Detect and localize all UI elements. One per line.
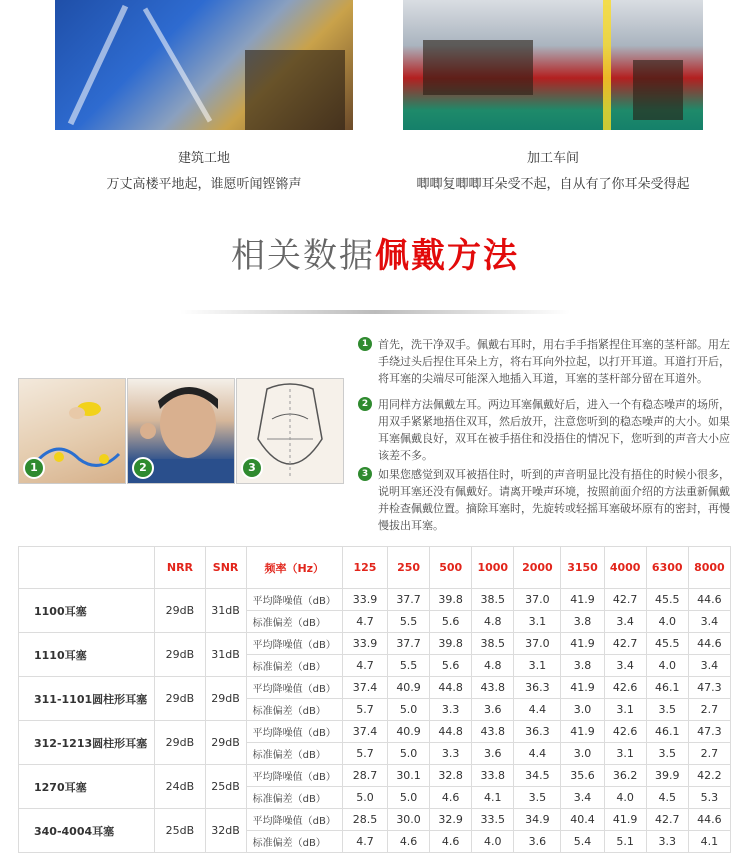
table-header-cell: 8000 — [688, 547, 730, 589]
table-header-cell: 1000 — [472, 547, 514, 589]
value-cell: 41.9 — [561, 589, 604, 611]
value-cell: 44.6 — [688, 633, 730, 655]
value-cell: 3.8 — [561, 655, 604, 677]
table-header-row — [19, 547, 731, 589]
workshop-photo — [403, 0, 703, 130]
worker-shape — [245, 50, 345, 130]
value-cell: 3.6 — [472, 699, 514, 721]
value-cell: 38.5 — [472, 589, 514, 611]
value-cell: 41.9 — [604, 809, 646, 831]
nrr-cell: 29dB — [155, 633, 205, 677]
step-photo-person — [127, 378, 235, 484]
value-cell: 5.5 — [388, 611, 430, 633]
step-text: 如果您感觉到双耳被捂住时，听到的声音明显比没有捂住的时候小很多，说明耳塞还没有佩戴好。请离开噪声环境，按照前面介绍的方法重新佩戴并检查佩戴位置。摘除耳塞时，先旋转或轻摇耳塞破坏原有的密封，再慢慢拔出耳塞。 — [378, 468, 730, 532]
value-cell: 30.0 — [388, 809, 430, 831]
value-cell: 3.4 — [604, 611, 646, 633]
value-cell: 3.3 — [430, 699, 472, 721]
value-cell: 4.1 — [472, 787, 514, 809]
table-header-cell: 频率（Hz） — [246, 547, 342, 589]
table-row — [19, 589, 731, 611]
value-cell: 5.4 — [561, 831, 604, 853]
step-item — [358, 336, 734, 387]
metric-label-cell: 平均降噪值（dB） — [246, 765, 342, 787]
value-cell: 39.8 — [430, 633, 472, 655]
step-badge: 1 — [23, 457, 45, 479]
value-cell: 28.5 — [342, 809, 387, 831]
metric-label-cell: 标准偏差（dB） — [246, 787, 342, 809]
value-cell: 5.0 — [342, 787, 387, 809]
attenuation-data-table — [18, 546, 731, 853]
table-header-cell: 2000 — [514, 547, 561, 589]
value-cell: 47.3 — [688, 721, 730, 743]
value-cell: 3.5 — [646, 699, 688, 721]
value-cell: 44.6 — [688, 589, 730, 611]
model-cell: 1110耳塞 — [19, 633, 155, 677]
value-cell: 32.9 — [430, 809, 472, 831]
metric-label-cell: 标准偏差（dB） — [246, 831, 342, 853]
value-cell: 3.4 — [688, 655, 730, 677]
metric-label-cell: 平均降噪值（dB） — [246, 589, 342, 611]
model-cell: 311-1101圆柱形耳塞 — [19, 677, 155, 721]
model-cell: 312-1213圆柱形耳塞 — [19, 721, 155, 765]
value-cell: 46.1 — [646, 721, 688, 743]
value-cell: 46.1 — [646, 677, 688, 699]
value-cell: 42.2 — [688, 765, 730, 787]
table-body — [19, 589, 731, 853]
value-cell: 5.1 — [604, 831, 646, 853]
nrr-cell: 25dB — [155, 809, 205, 853]
step-item — [358, 466, 734, 534]
value-cell: 3.6 — [514, 831, 561, 853]
value-cell: 4.0 — [472, 831, 514, 853]
value-cell: 44.8 — [430, 677, 472, 699]
value-cell: 37.4 — [342, 677, 387, 699]
model-cell: 340-4004耳塞 — [19, 809, 155, 853]
forklift-shape — [633, 60, 683, 120]
value-cell: 36.3 — [514, 721, 561, 743]
machine-shape — [423, 40, 533, 95]
value-cell: 3.4 — [561, 787, 604, 809]
table-header-cell: 4000 — [604, 547, 646, 589]
step-number-badge: 1 — [358, 337, 372, 351]
value-cell: 3.3 — [646, 831, 688, 853]
metric-label-cell: 平均降噪值（dB） — [246, 809, 342, 831]
value-cell: 4.4 — [514, 743, 561, 765]
metric-label-cell: 标准偏差（dB） — [246, 743, 342, 765]
value-cell: 33.9 — [342, 633, 387, 655]
value-cell: 3.4 — [604, 655, 646, 677]
value-cell: 37.0 — [514, 589, 561, 611]
step-item — [358, 396, 734, 464]
snr-cell: 29dB — [205, 677, 246, 721]
table-row — [19, 765, 731, 787]
value-cell: 36.2 — [604, 765, 646, 787]
table-header-cell: 3150 — [561, 547, 604, 589]
table-row — [19, 677, 731, 699]
metric-label-cell: 标准偏差（dB） — [246, 655, 342, 677]
value-cell: 4.6 — [430, 831, 472, 853]
value-cell: 42.6 — [604, 721, 646, 743]
table-header-cell: 6300 — [646, 547, 688, 589]
construction-site-photo — [55, 0, 353, 130]
value-cell: 4.0 — [646, 611, 688, 633]
table-header-cell: NRR — [155, 547, 205, 589]
value-cell: 44.6 — [688, 809, 730, 831]
value-cell: 30.1 — [388, 765, 430, 787]
table-header-cell: 250 — [388, 547, 430, 589]
value-cell: 3.1 — [604, 743, 646, 765]
step-badge: 3 — [241, 457, 263, 479]
value-cell: 33.9 — [342, 589, 387, 611]
photo-caption-title: 加工车间 — [526, 151, 579, 166]
table-row — [19, 809, 731, 831]
value-cell: 45.5 — [646, 589, 688, 611]
snr-cell: 25dB — [205, 765, 246, 809]
value-cell: 43.8 — [472, 721, 514, 743]
table-header-cell: 125 — [342, 547, 387, 589]
value-cell: 5.7 — [342, 743, 387, 765]
heading-gray-part: 相关数据 — [231, 236, 375, 276]
value-cell: 5.0 — [388, 787, 430, 809]
value-cell: 42.6 — [604, 677, 646, 699]
value-cell: 3.5 — [646, 743, 688, 765]
value-cell: 39.8 — [430, 589, 472, 611]
heading-red-part: 佩戴方法 — [375, 236, 519, 276]
value-cell: 4.7 — [342, 655, 387, 677]
value-cell: 5.6 — [430, 611, 472, 633]
value-cell: 42.7 — [604, 589, 646, 611]
value-cell: 5.0 — [388, 699, 430, 721]
value-cell: 3.8 — [561, 611, 604, 633]
metric-label-cell: 标准偏差（dB） — [246, 699, 342, 721]
section-heading — [0, 228, 750, 277]
value-cell: 33.8 — [472, 765, 514, 787]
value-cell: 37.7 — [388, 633, 430, 655]
value-cell: 3.4 — [688, 611, 730, 633]
value-cell: 3.3 — [430, 743, 472, 765]
value-cell: 3.1 — [514, 611, 561, 633]
value-cell: 32.8 — [430, 765, 472, 787]
value-cell: 2.7 — [688, 743, 730, 765]
value-cell: 5.5 — [388, 655, 430, 677]
value-cell: 33.5 — [472, 809, 514, 831]
value-cell: 5.7 — [342, 699, 387, 721]
value-cell: 37.7 — [388, 589, 430, 611]
snr-cell: 31dB — [205, 633, 246, 677]
metric-label-cell: 标准偏差（dB） — [246, 611, 342, 633]
value-cell: 3.6 — [472, 743, 514, 765]
photo-caption-subtitle: 唧唧复唧唧耳朵受不起，自从有了你耳朵受得起 — [416, 177, 690, 192]
step-text: 首先，洗干净双手。佩戴右耳时，用右手手指紧捏住耳塞的茎杆部。用左手绕过头后捏住耳朵上方，将右耳向外拉起，以打开耳道。耳道打开后，将耳塞的尖端尽可能深入地插入耳道，耳塞的茎杆部分留在耳道外。 — [378, 338, 730, 385]
value-cell: 5.3 — [688, 787, 730, 809]
value-cell: 42.7 — [604, 633, 646, 655]
value-cell: 3.1 — [604, 699, 646, 721]
value-cell: 43.8 — [472, 677, 514, 699]
value-cell: 47.3 — [688, 677, 730, 699]
photo-caption-subtitle: 万丈高楼平地起，谁愿听闻铿锵声 — [106, 177, 302, 192]
value-cell: 28.7 — [342, 765, 387, 787]
value-cell: 4.0 — [604, 787, 646, 809]
value-cell: 36.3 — [514, 677, 561, 699]
value-cell: 4.5 — [646, 787, 688, 809]
value-cell: 3.1 — [514, 655, 561, 677]
value-cell: 4.6 — [430, 787, 472, 809]
value-cell: 34.5 — [514, 765, 561, 787]
step-photo-diagram — [236, 378, 344, 484]
value-cell: 38.5 — [472, 633, 514, 655]
metric-label-cell: 平均降噪值（dB） — [246, 721, 342, 743]
step-text: 用同样方法佩戴左耳。两边耳塞佩戴好后，进入一个有稳态噪声的场所，用双手紧紧地捂住双耳，然后放开，注意您听到的稳态噪声的大小。如果耳塞佩戴良好，双耳在被手捂住和没捂住的情况下，您听到的声音大小应该差不多。 — [378, 398, 730, 462]
nrr-cell: 29dB — [155, 721, 205, 765]
snr-cell: 29dB — [205, 721, 246, 765]
value-cell: 40.9 — [388, 721, 430, 743]
step-photo-earplugs — [18, 378, 126, 484]
table-row — [19, 633, 731, 655]
value-cell: 4.6 — [388, 831, 430, 853]
value-cell: 44.8 — [430, 721, 472, 743]
metric-label-cell: 平均降噪值（dB） — [246, 677, 342, 699]
table-header-cell: 500 — [430, 547, 472, 589]
model-cell: 1100耳塞 — [19, 589, 155, 633]
value-cell: 40.4 — [561, 809, 604, 831]
table-header-cell: SNR — [205, 547, 246, 589]
value-cell: 4.8 — [472, 655, 514, 677]
value-cell: 41.9 — [561, 721, 604, 743]
table-header-cell — [19, 547, 155, 589]
photo-caption-title: 建筑工地 — [177, 151, 230, 166]
value-cell: 4.1 — [688, 831, 730, 853]
value-cell: 3.0 — [561, 699, 604, 721]
nrr-cell: 24dB — [155, 765, 205, 809]
value-cell: 42.7 — [646, 809, 688, 831]
value-cell: 3.0 — [561, 743, 604, 765]
value-cell: 34.9 — [514, 809, 561, 831]
value-cell: 4.8 — [472, 611, 514, 633]
value-cell: 4.7 — [342, 611, 387, 633]
value-cell: 3.5 — [514, 787, 561, 809]
snr-cell: 32dB — [205, 809, 246, 853]
value-cell: 2.7 — [688, 699, 730, 721]
value-cell: 4.7 — [342, 831, 387, 853]
value-cell: 39.9 — [646, 765, 688, 787]
step-number-badge: 2 — [358, 397, 372, 411]
model-cell: 1270耳塞 — [19, 765, 155, 809]
nrr-cell: 29dB — [155, 677, 205, 721]
nrr-cell: 29dB — [155, 589, 205, 633]
value-cell: 5.6 — [430, 655, 472, 677]
crane-beam — [143, 7, 212, 122]
value-cell: 41.9 — [561, 633, 604, 655]
value-cell: 41.9 — [561, 677, 604, 699]
metric-label-cell: 平均降噪值（dB） — [246, 633, 342, 655]
value-cell: 45.5 — [646, 633, 688, 655]
snr-cell: 31dB — [205, 589, 246, 633]
crane-beam — [68, 5, 128, 125]
crane-pillar — [603, 0, 611, 130]
value-cell: 35.6 — [561, 765, 604, 787]
table-row — [19, 721, 731, 743]
value-cell: 40.9 — [388, 677, 430, 699]
step-badge: 2 — [132, 457, 154, 479]
value-cell: 37.0 — [514, 633, 561, 655]
value-cell: 5.0 — [388, 743, 430, 765]
value-cell: 37.4 — [342, 721, 387, 743]
value-cell: 4.0 — [646, 655, 688, 677]
value-cell: 4.4 — [514, 699, 561, 721]
step-number-badge: 3 — [358, 467, 372, 481]
heading-divider — [180, 310, 570, 314]
